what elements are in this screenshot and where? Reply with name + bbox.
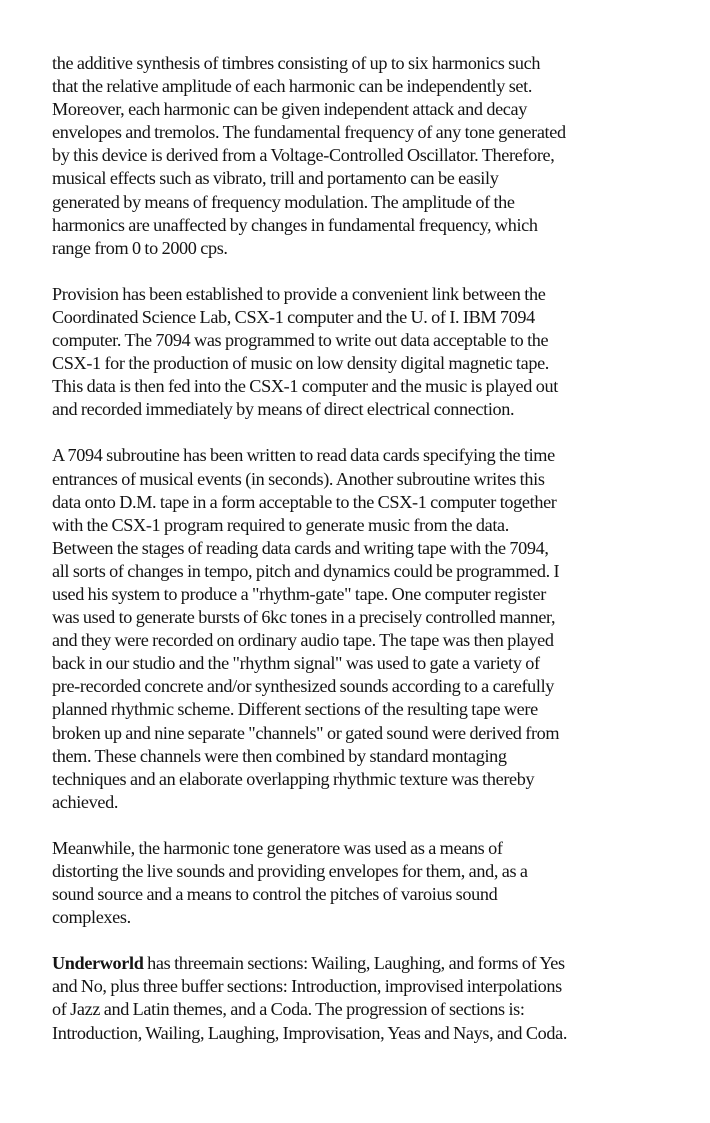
text-line: entrances of musical events (in seconds). Another subroutine writes this [52, 468, 545, 489]
work-title: Underworld [52, 953, 144, 974]
text-line: Moreover, each harmonic can be given independent attack and decay [52, 99, 527, 120]
text-line: by this device is derived from a Voltage-Controlled Oscillator. Therefore, [52, 145, 555, 166]
text-line: and No, plus three buffer sections: Introduction, improvised interpolations [52, 976, 562, 997]
text-line: and recorded immediately by means of direct electrical connection. [52, 399, 515, 420]
text-line: distorting the live sounds and providing envelopes for them, and, as a [52, 861, 528, 881]
text-line: musical effects such as vibrato, trill and portamento can be easily [52, 168, 499, 189]
text-line: Provision has been established to provide a convenient link between the [52, 283, 546, 304]
text-line: techniques and an elaborate overlapping rhythmic texture was thereby [52, 768, 535, 789]
text-line: harmonics are unaffected by changes in fundamental frequency, which [52, 214, 538, 235]
text-line: planned rhythmic scheme. Different sections of the resulting tape were [52, 699, 538, 720]
text-line: range from 0 to 2000 cps. [52, 237, 228, 258]
text-line: Meanwhile, the harmonic tone generatore was used as a means of [52, 837, 503, 858]
paragraph-computer-link [52, 283, 672, 422]
document-page [52, 52, 672, 1068]
text-line: all sorts of changes in tempo, pitch and dynamics could be programmed. I [52, 560, 560, 581]
text-line: A 7094 subroutine has been written to read data cards specifying the time [52, 445, 555, 466]
text-line: back in our studio and the "rhythm signal" was used to gate a variety of [52, 653, 540, 674]
text-line: sound source and a means to control the pitches of varoius sound [52, 884, 498, 905]
text-line: them. These channels were then combined by standard montaging [52, 745, 507, 766]
text-line: CSX-1 for the production of music on low density digital magnetic tape. [52, 353, 549, 374]
text-line: data onto D.M. tape in a form acceptable to the CSX-1 computer together [52, 491, 557, 512]
text-line: used his system to produce a "rhythm-gate" tape. One computer register [52, 583, 546, 604]
text-line: This data is then fed into the CSX-1 computer and the music is played out [52, 376, 558, 397]
text-line: with the CSX-1 program required to generate music from the data. [52, 514, 509, 535]
text-line: was used to generate bursts of 6kc tones in a precisely controlled manner, [52, 607, 556, 628]
text-line: and they were recorded on ordinary audio tape. The tape was then played [52, 630, 554, 651]
text-line: pre-recorded concrete and/or synthesized sounds according to a carefully [52, 676, 555, 697]
text-line: of Jazz and Latin themes, and a Coda. The progression of sections is: [52, 999, 525, 1020]
text-line [52, 952, 672, 975]
text-fragment: has threemain sections: Wailing, Laughing, and forms of Yes [143, 953, 565, 974]
text-line: computer. The 7094 was programmed to write out data acceptable to the [52, 330, 549, 351]
text-line: that the relative amplitude of each harmonic can be independently set. [52, 76, 533, 97]
paragraph-tone-generator [52, 837, 672, 929]
text-line: complexes. [52, 907, 131, 928]
paragraph-underworld-sections [52, 952, 672, 1044]
text-line: generated by means of frequency modulation. The amplitude of the [52, 191, 515, 212]
text-line: Between the stages of reading data cards and writing tape with the 7094, [52, 537, 549, 558]
text-line: the additive synthesis of timbres consisting of up to six harmonics such [52, 53, 541, 73]
text-line: Introduction, Wailing, Laughing, Improvisation, Yeas and Nays, and Coda. [52, 1022, 568, 1043]
text-line: Coordinated Science Lab, CSX-1 computer and the U. of I. IBM 7094 [52, 306, 535, 327]
text-line: broken up and nine separate "channels" or gated sound were derived from [52, 722, 560, 743]
paragraph-harmonic-synthesis [52, 52, 672, 260]
paragraph-subroutine [52, 444, 672, 814]
text-line: achieved. [52, 791, 119, 812]
text-line: envelopes and tremolos. The fundamental frequency of any tone generated [52, 122, 566, 143]
